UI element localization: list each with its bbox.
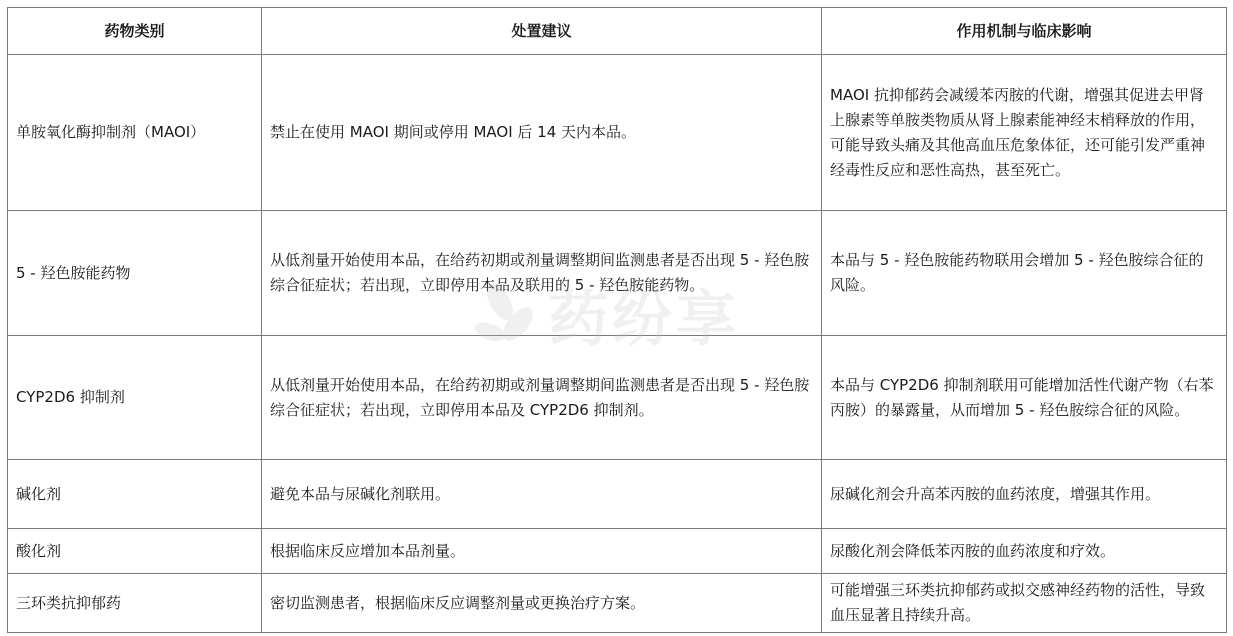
header-recommendation: 处置建议 bbox=[262, 8, 822, 55]
table-row bbox=[8, 574, 1227, 633]
cell-recommendation: 从低剂量开始使用本品，在给药初期或剂量调整期间监测患者是否出现 5 - 羟色胺综合征症状；若出现，立即停用本品及联用的 5 - 羟色胺能药物。 bbox=[262, 211, 822, 336]
cell-mechanism: MAOI 抗抑郁药会减缓苯丙胺的代谢，增强其促进去甲肾上腺素等单胺类物质从肾上腺素能神经末梢释放的作用，可能导致头痛及其他高血压危象体征，还可能引发严重神经毒性反应和恶性高热，甚至死亡。 bbox=[822, 55, 1227, 211]
cell-recommendation: 禁止在使用 MAOI 期间或停用 MAOI 后 14 天内本品。 bbox=[262, 55, 822, 211]
cell-recommendation: 从低剂量开始使用本品，在给药初期或剂量调整期间监测患者是否出现 5 - 羟色胺综合征症状；若出现，立即停用本品及 CYP2D6 抑制剂。 bbox=[262, 336, 822, 460]
cell-category: 单胺氧化酶抑制剂（MAOI） bbox=[8, 55, 262, 211]
cell-recommendation: 密切监测患者，根据临床反应调整剂量或更换治疗方案。 bbox=[262, 574, 822, 633]
drug-interaction-table bbox=[7, 7, 1227, 633]
table-row bbox=[8, 211, 1227, 336]
cell-mechanism: 本品与 5 - 羟色胺能药物联用会增加 5 - 羟色胺综合征的风险。 bbox=[822, 211, 1227, 336]
header-category: 药物类别 bbox=[8, 8, 262, 55]
cell-category: CYP2D6 抑制剂 bbox=[8, 336, 262, 460]
cell-category: 酸化剂 bbox=[8, 529, 262, 574]
cell-mechanism: 本品与 CYP2D6 抑制剂联用可能增加活性代谢产物（右苯丙胺）的暴露量，从而增加 5 - 羟色胺综合征的风险。 bbox=[822, 336, 1227, 460]
cell-category: 5 - 羟色胺能药物 bbox=[8, 211, 262, 336]
table-row bbox=[8, 460, 1227, 529]
table-row bbox=[8, 55, 1227, 211]
cell-category: 三环类抗抑郁药 bbox=[8, 574, 262, 633]
table-row bbox=[8, 336, 1227, 460]
cell-mechanism: 可能增强三环类抗抑郁药或拟交感神经药物的活性，导致血压显著且持续升高。 bbox=[822, 574, 1227, 633]
cell-mechanism: 尿碱化剂会升高苯丙胺的血药浓度，增强其作用。 bbox=[822, 460, 1227, 529]
cell-recommendation: 避免本品与尿碱化剂联用。 bbox=[262, 460, 822, 529]
cell-mechanism: 尿酸化剂会降低苯丙胺的血药浓度和疗效。 bbox=[822, 529, 1227, 574]
watermark-text: 药纷享 bbox=[548, 285, 740, 355]
table-row bbox=[8, 529, 1227, 574]
cell-recommendation: 根据临床反应增加本品剂量。 bbox=[262, 529, 822, 574]
table-header-row bbox=[8, 8, 1227, 55]
header-mechanism: 作用机制与临床影响 bbox=[822, 8, 1227, 55]
cell-category: 碱化剂 bbox=[8, 460, 262, 529]
